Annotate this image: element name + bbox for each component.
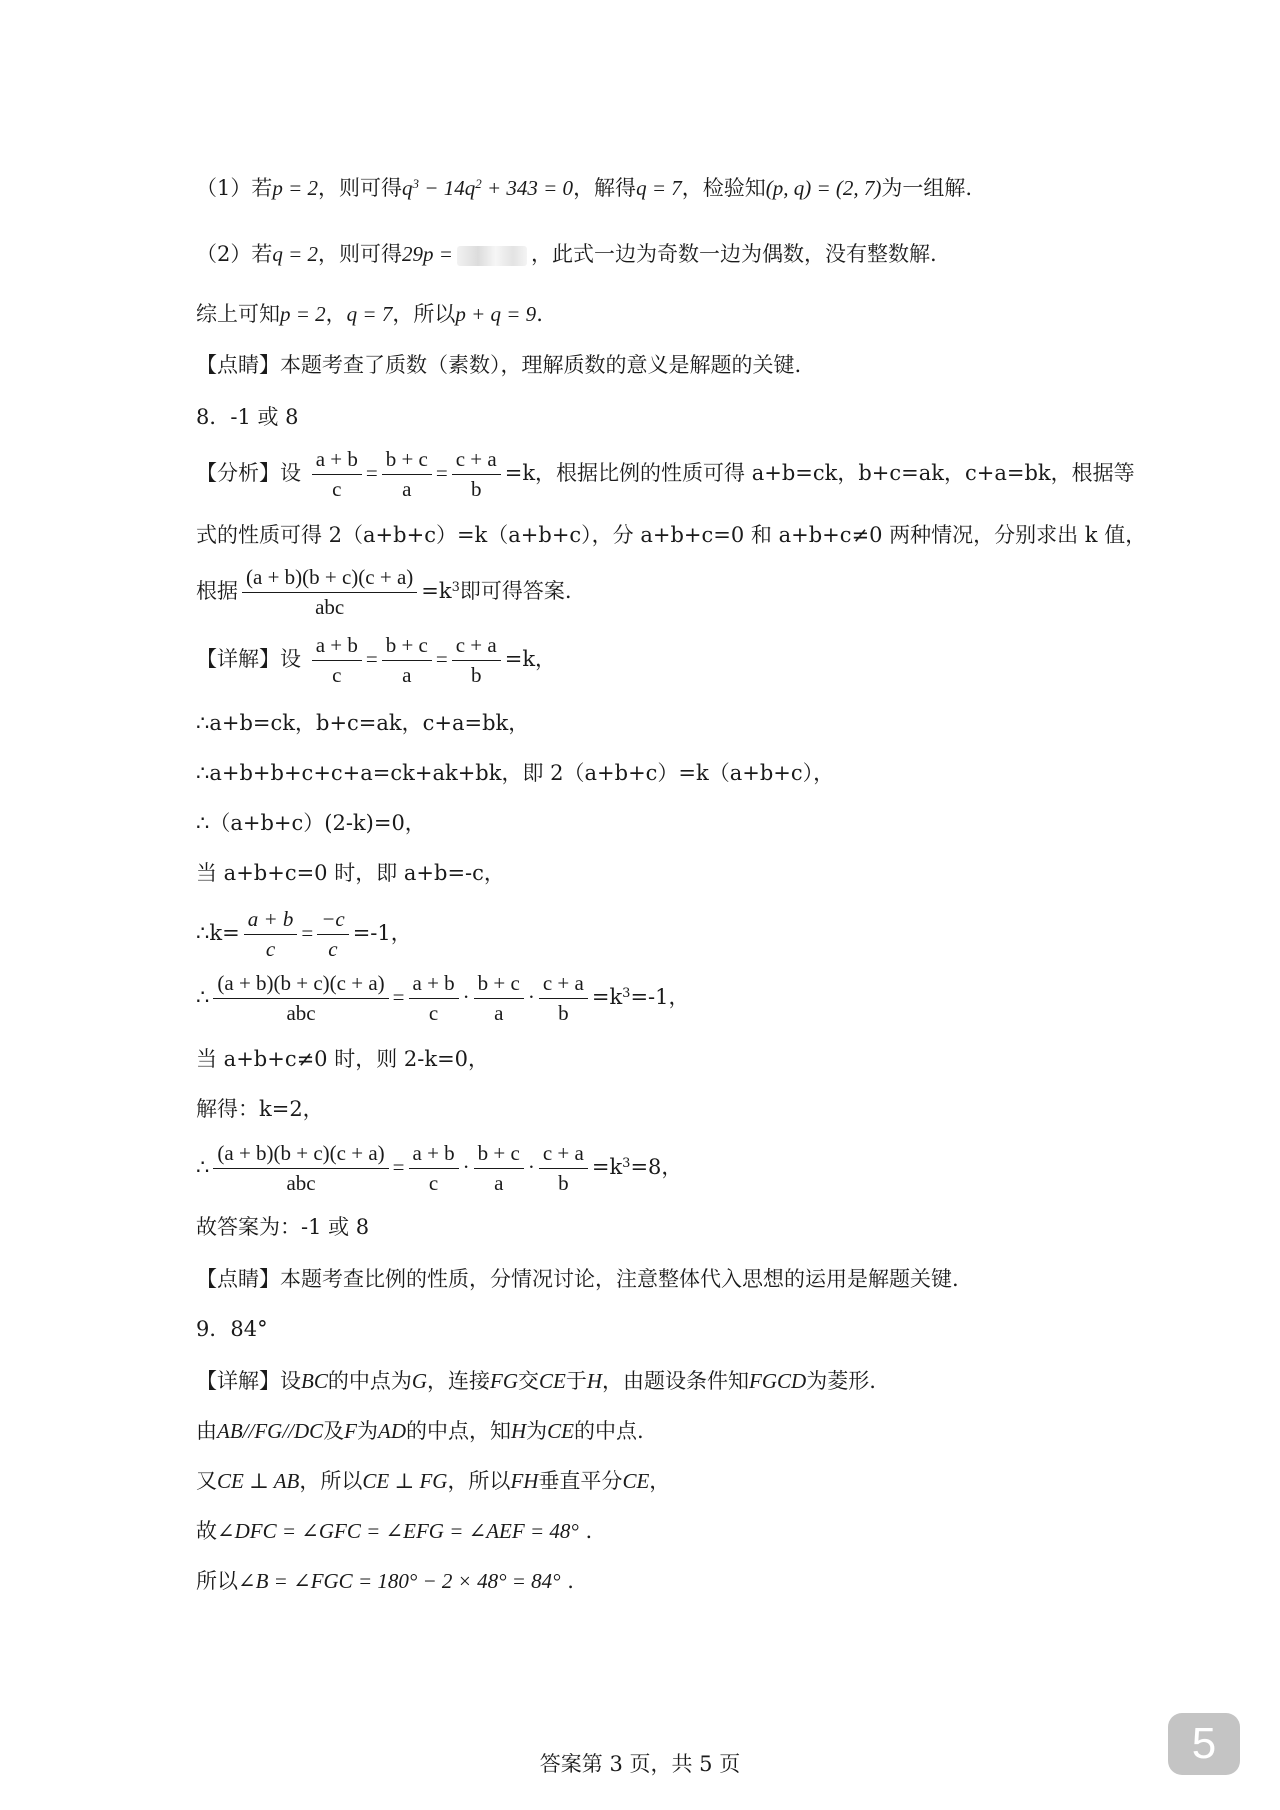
q8-step-5: ∴k= $\frac{a + b}{c}$ = $\frac{-c}{c}$ =-1，	[196, 907, 412, 962]
text: CE	[539, 1369, 566, 1393]
text: ，此式一边为奇数一边为偶数，没有整数解.	[530, 242, 937, 266]
fraction-product-over-abc: $\frac{(a + b)(b + c)(c + a)}{\text{abc}}$	[242, 565, 417, 620]
text: 的中点，知	[406, 1419, 511, 1443]
text: ，解得	[573, 176, 637, 200]
summary-line	[196, 304, 543, 325]
text: AB//FG//DC	[217, 1419, 324, 1443]
text: F	[344, 1419, 357, 1443]
text: ，则可得	[318, 176, 403, 200]
q8-analysis-line-2: 式的性质可得 2（a+b+c）=k（a+b+c），分 a+b+c=0 和 a+b+c≠0 两种情况，分别求出 k 值，	[196, 523, 1147, 547]
text: AD	[378, 1419, 406, 1443]
case-1-condition: p = 2	[272, 176, 319, 200]
text: 的中点.	[574, 1419, 644, 1443]
redacted-expression	[457, 246, 527, 266]
fraction-ca-over-b: $\frac{c + a}{b}$	[452, 633, 501, 688]
text: ，	[649, 1469, 671, 1493]
case-1-pair: (p, q) = (2, 7)	[765, 176, 882, 200]
text: ，所以	[392, 302, 456, 326]
text: q = 7	[346, 302, 393, 326]
q9-line-2	[196, 1421, 644, 1442]
text: =k	[591, 985, 623, 1010]
page-footer: 答案第 3 页，共 5 页	[539, 1752, 741, 1776]
fraction-ca-over-b: $\frac{c + a}{b}$	[539, 1141, 588, 1196]
fraction-ab-over-c-italic: $\frac{a + b}{c}$	[244, 907, 298, 962]
text: =k	[591, 1155, 623, 1180]
case-1-equation: $q^3 - 14q^2 + 343 = 0$	[402, 175, 574, 200]
fraction-ab-over-c: $\frac{a + b}{c}$	[312, 447, 362, 502]
page-number-badge[interactable]: 5	[1168, 1713, 1240, 1775]
q8-step-8: 解得：k=2，	[196, 1097, 324, 1121]
text: 的中点为	[327, 1369, 412, 1393]
text: =k，根据比例的性质可得 a+b=ck，b+c=ak，c+a=bk，根据等	[504, 461, 1135, 486]
fraction-ab-over-c: $\frac{a + b}{c}$	[409, 971, 459, 1026]
text: 故	[196, 1519, 217, 1543]
q8-step-2: ∴a+b+b+c+c+a=ck+ak+bk，即 2（a+b+c）=k（a+b+c），	[196, 761, 835, 785]
fraction-product-over-abc: $\frac{(a + b)(b + c)(c + a)}{\text{abc}}$	[213, 971, 388, 1026]
fraction-ab-over-c: $\frac{a + b}{c}$	[312, 633, 362, 688]
text: .	[578, 1519, 593, 1543]
q8-step-1: ∴a+b=ck，b+c=ak，c+a=bk，	[196, 711, 530, 735]
q9-line-5	[196, 1571, 574, 1592]
comment-7: 【点睛】本题考查了质数（素数），理解质数的意义是解题的关键.	[196, 353, 802, 377]
q9-line-1	[196, 1371, 876, 1392]
text: ，所以	[447, 1469, 511, 1493]
text: 于	[565, 1369, 587, 1393]
text: ，	[325, 302, 347, 326]
text: ，则可得	[318, 242, 403, 266]
text: 即可得答案.	[459, 579, 572, 604]
q9-line-3	[196, 1471, 670, 1492]
text: FGCD	[749, 1369, 807, 1393]
text: =k，	[504, 647, 557, 672]
fraction-ca-over-b: $\frac{c + a}{b}$	[452, 447, 501, 502]
text: p = 2	[280, 302, 326, 326]
text: 由	[196, 1419, 217, 1443]
text: =-1，	[630, 985, 690, 1010]
text: p + q = 9	[455, 302, 537, 326]
text: CE ⊥ AB	[217, 1469, 300, 1493]
text: =8，	[630, 1155, 683, 1180]
q9-line-4	[196, 1521, 592, 1542]
text: =k	[421, 579, 452, 604]
text: 及	[323, 1419, 345, 1443]
text: .	[560, 1569, 574, 1593]
text: 【分析】设	[196, 461, 301, 486]
text: 又	[196, 1469, 217, 1493]
case-2-line	[196, 244, 937, 266]
case-1-label: （1）若	[196, 176, 273, 200]
text: ∠B = ∠FGC = 180° − 2 × 48° = 84°	[238, 1569, 561, 1593]
text: 交	[518, 1369, 540, 1393]
text: ，检验知	[681, 176, 766, 200]
text: ∠DFC = ∠GFC = ∠EFG = ∠AEF = 48°	[217, 1519, 579, 1543]
text: 综上可知	[196, 302, 280, 326]
text: ∴	[196, 1155, 210, 1180]
q8-heading: 8．-1 或 8	[196, 405, 299, 429]
text: CE	[547, 1419, 575, 1443]
text: ∴k=	[196, 921, 240, 946]
text: 垂直平分	[538, 1469, 623, 1493]
fraction-bc-over-a: $\frac{b + c}{a}$	[382, 633, 432, 688]
text: 【详解】设	[196, 1369, 301, 1393]
case-2-label: （2）若	[196, 242, 273, 266]
q9-heading: 9．84°	[196, 1317, 268, 1341]
text: ，所以	[299, 1469, 363, 1493]
q8-analysis-line-1: 【分析】设 $\frac{a + b}{c}$ = $\frac{b + c}{a}$ = $\frac{c + a}{b}$ =k，根据比例的性质可得 a+b=ck，b+c=ak，c+a=bk，根据等	[196, 447, 1135, 502]
fraction-product-over-abc: $\frac{(a + b)(b + c)(c + a)}{\text{abc}}$	[213, 1141, 388, 1196]
text: ∴	[196, 985, 210, 1010]
fraction-bc-over-a: $\frac{b + c}{a}$	[474, 1141, 524, 1196]
text: FH	[510, 1469, 539, 1493]
q8-step-6: ∴ $\frac{(a + b)(b + c)(c + a)}{\text{abc}}$ = $\frac{a + b}{c}$ · $\frac{b + c}{a}$ · $\frac{c + a}{b}$ $=k^3=-1$，	[196, 971, 690, 1026]
case-1-solution: q = 7	[636, 176, 682, 200]
q8-step-4: 当 a+b+c=0 时，即 a+b=-c，	[196, 861, 505, 885]
case-2-condition: q = 2	[272, 242, 319, 266]
q8-analysis-line-3: 根据 $\frac{(a + b)(b + c)(c + a)}{\text{abc}}$ $=k^3$即可得答案.	[196, 565, 572, 620]
fraction-bc-over-a: $\frac{b + c}{a}$	[382, 447, 432, 502]
text: H	[511, 1419, 527, 1443]
text: BC	[301, 1369, 328, 1393]
text: 根据	[196, 579, 238, 604]
case-2-equation: 29p =	[402, 242, 453, 266]
q8-answer: 故答案为：-1 或 8	[196, 1215, 370, 1239]
text: 为	[526, 1419, 548, 1443]
fraction-ab-over-c: $\frac{a + b}{c}$	[409, 1141, 459, 1196]
text: 为	[357, 1419, 378, 1443]
text: .	[536, 302, 543, 326]
fraction-neg-c-over-c: $\frac{-c}{c}$	[317, 907, 349, 962]
fraction-bc-over-a: $\frac{b + c}{a}$	[474, 971, 524, 1026]
fraction-ca-over-b: $\frac{c + a}{b}$	[539, 971, 588, 1026]
text: 为一组解.	[881, 176, 973, 200]
q8-detail-line-1: 【详解】设 $\frac{a + b}{c}$ = $\frac{b + c}{a}$ = $\frac{c + a}{b}$ =k，	[196, 633, 557, 688]
text: G	[411, 1369, 428, 1393]
text: FG	[490, 1369, 519, 1393]
text: =-1，	[352, 921, 412, 946]
case-1-line	[196, 175, 973, 200]
text: 【详解】设	[196, 647, 301, 672]
text: CE	[622, 1469, 650, 1493]
q8-step-7: 当 a+b+c≠0 时，则 2-k=0，	[196, 1047, 490, 1071]
q8-step-9: ∴ $\frac{(a + b)(b + c)(c + a)}{\text{abc}}$ = $\frac{a + b}{c}$ · $\frac{b + c}{a}$ · $\frac{c + a}{b}$ $=k^3=8$，	[196, 1141, 683, 1196]
text: 所以	[196, 1569, 238, 1593]
q8-step-3: ∴（a+b+c）(2-k)=0，	[196, 811, 426, 835]
q8-comment: 【点睛】本题考查比例的性质，分情况讨论，注意整体代入思想的运用是解题关键.	[196, 1267, 959, 1291]
text: ，连接	[427, 1369, 491, 1393]
text: CE ⊥ FG	[362, 1469, 448, 1493]
text: ，由题设条件知	[602, 1369, 750, 1393]
text: H	[586, 1369, 603, 1393]
text: 为菱形.	[806, 1369, 876, 1393]
